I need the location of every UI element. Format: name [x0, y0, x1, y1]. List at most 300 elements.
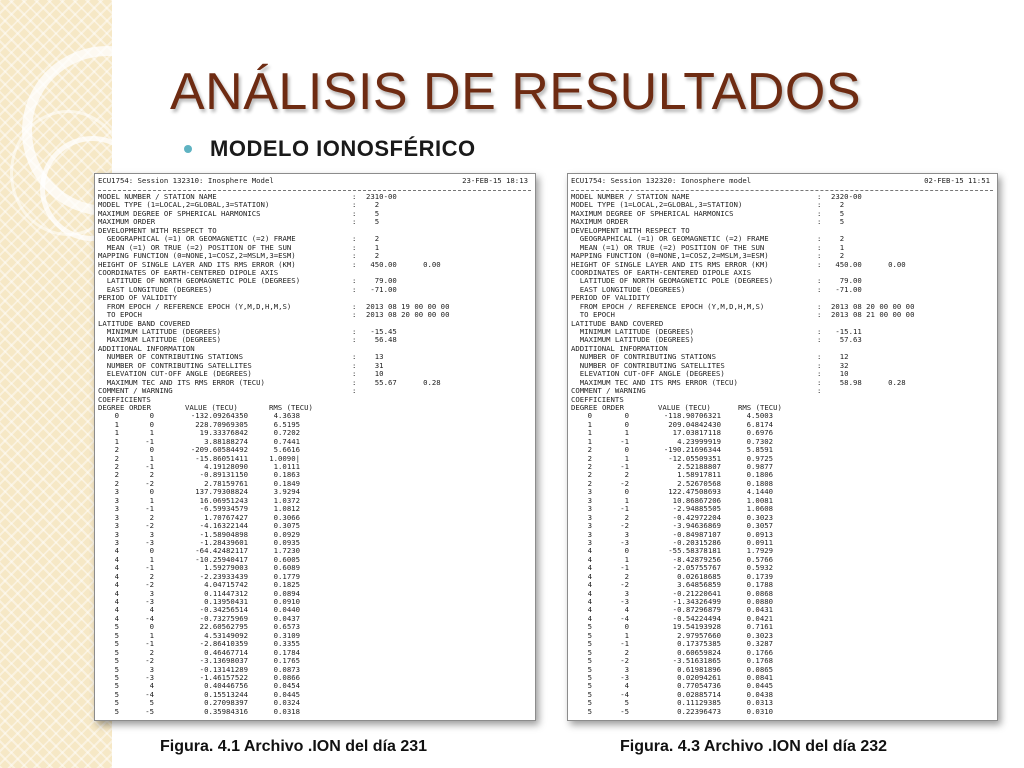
- coef-rms: 0.0313: [746, 698, 773, 708]
- coef-degree: 4: [114, 605, 119, 615]
- field-separator: :: [352, 208, 357, 218]
- coef-order: -1: [145, 504, 154, 514]
- field-label: PERIOD OF VALIDITY: [98, 294, 178, 303]
- coef-degree: 4: [587, 554, 592, 564]
- coef-degree: 3: [114, 504, 119, 514]
- coef-rms: 3.9294: [273, 487, 300, 497]
- coef-order: 0: [624, 487, 629, 497]
- coef-rms: 0.1779: [273, 571, 300, 581]
- coef-value: 0.11447312: [204, 588, 248, 598]
- coef-degree: 3: [114, 495, 119, 505]
- field-label: LATITUDE OF NORTH GEOMAGNETIC POLE (DEGREES): [571, 277, 774, 286]
- coefficient-row: [571, 640, 994, 648]
- field-value: 56.48: [366, 335, 397, 345]
- header-field-row: [571, 345, 994, 353]
- coef-rms: 0.3287: [746, 639, 773, 649]
- coef-order: 0: [149, 445, 154, 455]
- coefficients-header: [98, 404, 532, 412]
- field-label: MEAN (=1) OR TRUE (=2) POSITION OF THE SUN: [571, 243, 765, 252]
- coef-rms: 1.0608: [746, 504, 773, 514]
- coef-value: 0.02618685: [677, 571, 721, 581]
- coef-value: 3.88188274: [204, 436, 248, 446]
- slide-subtitle: MODELO IONOSFÉRICO: [210, 136, 476, 161]
- field-value: 1: [831, 242, 845, 252]
- coef-value: 0.40446756: [204, 681, 248, 691]
- bullet-icon: [184, 145, 192, 153]
- coef-degree: 1: [587, 419, 592, 429]
- coef-degree: 5: [114, 639, 119, 649]
- coefficients-column-header: DEGREE: [571, 402, 598, 412]
- coefficient-row: [571, 497, 994, 505]
- coef-order: 0: [624, 419, 629, 429]
- coefficient-row: [98, 455, 532, 463]
- field-label: MODEL TYPE (1=LOCAL,2=GLOBAL,3=STATION): [571, 201, 743, 210]
- coefficient-row: [98, 547, 532, 555]
- coef-degree: 2: [587, 445, 592, 455]
- coef-rms: 0.7441: [273, 436, 300, 446]
- coef-order: -2: [620, 580, 629, 590]
- coef-rms: 0.0911: [746, 537, 773, 547]
- coef-rms: 0.0866: [273, 672, 300, 682]
- coef-order: -1: [145, 563, 154, 573]
- coef-value: 0.35984316: [204, 706, 248, 716]
- field-value: 450.00 0.00: [366, 259, 441, 269]
- field-label: NUMBER OF CONTRIBUTING STATIONS: [571, 353, 716, 362]
- coef-rms: 0.0421: [746, 613, 773, 623]
- ion-file-panel-day-231: [94, 173, 536, 721]
- coef-degree: 3: [587, 487, 592, 497]
- coef-value: 16.06951243: [199, 495, 248, 505]
- coef-rms: 0.0880: [746, 597, 773, 607]
- coef-order: -4: [145, 689, 154, 699]
- coef-degree: 4: [587, 571, 592, 581]
- coef-value: -118.90706321: [663, 411, 721, 421]
- coefficient-row: [98, 682, 532, 690]
- field-label: ADDITIONAL INFORMATION: [98, 344, 195, 353]
- coefficient-row: [98, 564, 532, 572]
- coef-order: 1: [624, 495, 629, 505]
- coefficient-row: [98, 573, 532, 581]
- coef-degree: 3: [114, 521, 119, 531]
- coefficients-column-header: ORDER: [129, 402, 151, 412]
- coef-rms: 0.0310: [746, 706, 773, 716]
- field-label: MAXIMUM DEGREE OF SPHERICAL HARMONICS: [98, 209, 261, 218]
- coef-rms: 1.0090|: [269, 453, 300, 463]
- field-label: DEVELOPMENT WITH RESPECT TO: [98, 226, 217, 235]
- coef-order: -3: [620, 597, 629, 607]
- header-field-row: [98, 201, 532, 209]
- field-value: -15.11: [831, 327, 862, 336]
- field-separator: :: [817, 242, 822, 252]
- coef-rms: 6.8174: [746, 419, 773, 429]
- field-value: 5: [831, 208, 845, 218]
- header-field-row: [98, 303, 532, 311]
- coef-order: 0: [624, 445, 629, 455]
- coef-degree: 4: [587, 613, 592, 623]
- header-field-row: [571, 269, 994, 277]
- coefficient-row: [571, 666, 994, 674]
- coef-rms: 1.0812: [273, 504, 300, 514]
- coefficient-row: [98, 531, 532, 539]
- header-field-row: [571, 320, 994, 328]
- coef-value: 0.27098397: [204, 698, 248, 708]
- field-separator: :: [352, 386, 357, 396]
- header-field-row: [571, 277, 994, 285]
- coef-degree: 4: [114, 546, 119, 556]
- coef-rms: 0.0445: [746, 681, 773, 691]
- coef-rms: 5.6616: [273, 445, 300, 455]
- coefficient-row: [98, 581, 532, 589]
- field-separator: :: [352, 192, 357, 201]
- coefficient-row: [98, 429, 532, 437]
- coef-degree: 3: [114, 512, 119, 522]
- coef-value: -1.46157522: [199, 672, 248, 682]
- header-field-row: [98, 353, 532, 361]
- coefficient-row: [571, 480, 994, 488]
- coef-degree: 1: [114, 419, 119, 429]
- coef-rms: 0.0865: [746, 664, 773, 674]
- coefficient-row: [98, 505, 532, 513]
- coefficient-row: [571, 556, 994, 564]
- coef-value: 2.78159761: [204, 478, 248, 488]
- coefficient-row: [98, 640, 532, 648]
- field-value: 2: [366, 200, 380, 210]
- field-separator: :: [352, 369, 357, 379]
- coef-rms: 0.0894: [273, 588, 300, 598]
- field-label: ADDITIONAL INFORMATION: [571, 344, 668, 353]
- coef-order: 0: [624, 546, 629, 556]
- coefficient-row: [571, 573, 994, 581]
- coef-order: -5: [145, 706, 154, 716]
- coef-rms: 0.9725: [746, 453, 773, 463]
- subtitle-bullet-row: [184, 136, 476, 162]
- coef-rms: 0.0318: [273, 706, 300, 716]
- field-label: MODEL NUMBER / STATION NAME: [571, 193, 690, 201]
- coef-order: 0: [624, 411, 629, 421]
- coef-value: 0.13950431: [204, 597, 248, 607]
- coef-value: -8.42879256: [672, 554, 721, 564]
- coef-order: 2: [624, 571, 629, 581]
- coefficient-row: [98, 438, 532, 446]
- coef-value: -3.51631865: [672, 656, 721, 666]
- coef-degree: 2: [587, 462, 592, 472]
- coef-degree: 5: [114, 672, 119, 682]
- coef-rms: 0.0431: [746, 605, 773, 615]
- coef-degree: 4: [114, 554, 119, 564]
- coef-order: -1: [620, 563, 629, 573]
- coef-rms: 0.7202: [273, 428, 300, 438]
- field-label: MEAN (=1) OR TRUE (=2) POSITION OF THE SUN: [98, 243, 292, 252]
- header-field-row: [98, 379, 532, 387]
- field-separator: :: [352, 251, 357, 261]
- coef-degree: 4: [114, 563, 119, 573]
- coef-value: 1.70767427: [204, 512, 248, 522]
- coefficient-row: [98, 463, 532, 471]
- header-field-row: [98, 252, 532, 260]
- coef-value: -15.86051411: [195, 453, 248, 463]
- coef-value: -10.25940417: [195, 554, 248, 564]
- coef-degree: 3: [114, 529, 119, 539]
- field-value: 12: [831, 352, 849, 362]
- coef-rms: 0.1765: [273, 656, 300, 666]
- coef-order: 3: [149, 588, 154, 598]
- coef-value: -132.09264350: [190, 411, 248, 421]
- field-separator: :: [352, 335, 357, 345]
- coefficient-row: [571, 429, 994, 437]
- coefficient-row: [571, 564, 994, 572]
- coef-order: -1: [145, 462, 154, 472]
- field-label: MODEL TYPE (1=LOCAL,2=GLOBAL,3=STATION): [98, 201, 270, 210]
- coef-order: 1: [624, 453, 629, 463]
- header-field-row: [571, 286, 994, 294]
- coef-rms: 0.1768: [746, 656, 773, 666]
- coefficients-column-header: ORDER: [602, 402, 624, 412]
- coef-value: -0.20315286: [672, 537, 721, 547]
- coefficient-row: [571, 581, 994, 589]
- coef-degree: 4: [587, 546, 592, 556]
- coef-order: 1: [624, 554, 629, 564]
- coef-degree: 3: [587, 512, 592, 522]
- field-label: GEOGRAPHICAL (=1) OR GEOMAGNETIC (=2) FRAME: [571, 235, 769, 244]
- field-label: MINIMUM LATITUDE (DEGREES): [98, 328, 222, 336]
- field-separator: :: [817, 377, 822, 387]
- coefficient-row: [571, 590, 994, 598]
- coefficient-row: [571, 623, 994, 631]
- field-separator: :: [817, 310, 822, 320]
- coef-value: 4.04715742: [204, 580, 248, 590]
- coef-rms: 0.0935: [273, 537, 300, 547]
- coefficient-row: [571, 463, 994, 471]
- coef-rms: 0.1825: [273, 580, 300, 590]
- field-label: NUMBER OF CONTRIBUTING STATIONS: [98, 353, 243, 362]
- coef-order: -3: [145, 672, 154, 682]
- coef-degree: 5: [587, 664, 592, 674]
- header-field-row: [571, 396, 994, 404]
- field-value: 10: [366, 369, 384, 379]
- coef-value: 0.11129385: [677, 698, 721, 708]
- coef-rms: 0.5932: [746, 563, 773, 573]
- panel-header-timestamp: 02-FEB-15 11:51: [924, 176, 990, 185]
- coef-rms: 5.8591: [746, 445, 773, 455]
- coef-rms: 1.0111: [273, 462, 300, 472]
- coef-rms: 0.1849: [273, 478, 300, 488]
- field-value: 79.00: [831, 276, 862, 286]
- coef-degree: 5: [114, 681, 119, 691]
- field-label: COMMENT / WARNING: [98, 387, 173, 396]
- coef-rms: 0.1806: [746, 470, 773, 480]
- coef-degree: 5: [114, 630, 119, 640]
- field-separator: :: [817, 208, 822, 218]
- coef-value: 17.03817118: [672, 428, 721, 438]
- coefficient-row: [98, 615, 532, 623]
- field-separator: :: [817, 251, 822, 261]
- coef-degree: 4: [587, 563, 592, 573]
- header-field-row: [571, 261, 994, 269]
- coef-value: -55.58378181: [668, 546, 721, 556]
- coef-degree: 2: [114, 478, 119, 488]
- coef-value: 2.52670568: [677, 478, 721, 488]
- coef-rms: 0.6089: [273, 563, 300, 573]
- coefficient-row: [571, 438, 994, 446]
- coefficient-row: [98, 606, 532, 614]
- field-separator: :: [817, 200, 822, 210]
- header-field-row: [98, 370, 532, 378]
- header-field-row: [98, 227, 532, 235]
- field-value: 450.00 0.00: [831, 259, 906, 269]
- header-field-row: [571, 252, 994, 260]
- field-separator: :: [817, 217, 822, 227]
- coefficient-row: [98, 674, 532, 682]
- coef-order: -4: [620, 613, 629, 623]
- field-label: MODEL NUMBER / STATION NAME: [98, 193, 217, 201]
- coef-degree: 2: [587, 453, 592, 463]
- field-value: 2013 08 21 00 00 00: [831, 310, 915, 320]
- coef-order: 0: [149, 487, 154, 497]
- field-label: COORDINATES OF EARTH-CENTERED DIPOLE AXIS: [571, 268, 752, 277]
- field-label: COMMENT / WARNING: [571, 387, 646, 396]
- coef-order: 4: [624, 681, 629, 691]
- field-value: 55.67 0.28: [366, 377, 441, 387]
- coef-rms: 0.9877: [746, 462, 773, 472]
- header-field-row: [571, 235, 994, 243]
- field-label: TO EPOCH: [571, 311, 615, 320]
- coef-value: 4.23999919: [677, 436, 721, 446]
- coef-rms: 0.0324: [273, 698, 300, 708]
- coef-order: 1: [149, 630, 154, 640]
- coef-rms: 0.0841: [746, 672, 773, 682]
- coef-value: 10.86867206: [672, 495, 721, 505]
- field-value: 2: [831, 251, 845, 261]
- coef-value: 209.04842430: [668, 419, 721, 429]
- field-value: 57.63: [831, 335, 862, 345]
- coef-value: -0.42972204: [672, 512, 721, 522]
- coef-value: 0.02094261: [677, 672, 721, 682]
- coef-degree: 5: [587, 622, 592, 632]
- coef-degree: 5: [114, 706, 119, 716]
- coefficient-row: [571, 522, 994, 530]
- header-field-row: [98, 336, 532, 344]
- field-value: -71.00: [366, 284, 397, 294]
- field-separator: :: [817, 301, 822, 311]
- coef-rms: 0.0929: [273, 529, 300, 539]
- coef-rms: 6.5195: [273, 419, 300, 429]
- field-value: 58.98 0.28: [831, 377, 906, 387]
- panel-body: [95, 193, 535, 716]
- coef-order: 2: [624, 470, 629, 480]
- field-label: TO EPOCH: [98, 311, 142, 320]
- field-separator: :: [352, 377, 357, 387]
- coef-rms: 0.0868: [746, 588, 773, 598]
- field-value: 2: [366, 234, 380, 244]
- coef-value: 0.17375385: [677, 639, 721, 649]
- field-value: 2: [366, 251, 380, 261]
- coef-value: 0.02885714: [677, 689, 721, 699]
- coef-value: 0.22396473: [677, 706, 721, 716]
- coefficient-row: [571, 598, 994, 606]
- field-value: 2013 08 20 00 00 00: [366, 310, 450, 320]
- coef-value: 3.64856859: [677, 580, 721, 590]
- coef-degree: 4: [114, 571, 119, 581]
- coef-value: -2.23933439: [199, 571, 248, 581]
- coef-value: 4.53149092: [204, 630, 248, 640]
- panel-header-title: ECU1754: Session 132310: Inosphere Model: [98, 176, 274, 185]
- field-label: HEIGHT OF SINGLE LAYER AND ITS RMS ERROR (KM): [571, 260, 769, 269]
- coef-rms: 0.6005: [273, 554, 300, 564]
- coef-order: 2: [149, 512, 154, 522]
- coef-order: -1: [620, 639, 629, 649]
- coef-degree: 5: [114, 656, 119, 666]
- coef-degree: 5: [587, 706, 592, 716]
- coefficient-row: [571, 421, 994, 429]
- coef-degree: 2: [587, 470, 592, 480]
- coef-value: 0.77054736: [677, 681, 721, 691]
- coef-order: -3: [145, 597, 154, 607]
- field-label: MAPPING FUNCTION (0=NONE,1=COSZ,2=MSLM,3=ESM): [98, 252, 296, 261]
- field-separator: :: [352, 310, 357, 320]
- coef-rms: 1.0372: [273, 495, 300, 505]
- field-label: FROM EPOCH / REFERENCE EPOCH (Y,M,D,H,M,S): [98, 302, 292, 311]
- coefficient-row: [571, 505, 994, 513]
- coef-degree: 5: [587, 630, 592, 640]
- field-value: 10: [831, 369, 849, 379]
- coef-value: 19.33376842: [199, 428, 248, 438]
- header-field-row: [571, 328, 994, 336]
- coefficient-row: [571, 531, 994, 539]
- coef-order: 1: [624, 630, 629, 640]
- coef-rms: 1.7230: [273, 546, 300, 556]
- header-field-row: [571, 370, 994, 378]
- field-label: MAXIMUM ORDER: [98, 218, 156, 227]
- coef-order: -3: [145, 537, 154, 547]
- coef-rms: 0.3023: [746, 512, 773, 522]
- coef-rms: 4.3638: [273, 411, 300, 421]
- coef-order: -2: [620, 478, 629, 488]
- header-field-row: [98, 261, 532, 269]
- figure-caption-2: Figura. 4.3 Archivo .ION del día 232: [620, 738, 888, 755]
- panel-header: [95, 174, 535, 187]
- header-field-row: [571, 244, 994, 252]
- field-separator: :: [817, 234, 822, 244]
- field-value: 79.00: [366, 276, 397, 286]
- field-separator: :: [352, 284, 357, 294]
- coefficients-column-header: VALUE (TECU): [185, 402, 238, 412]
- coef-rms: 0.3066: [273, 512, 300, 522]
- coef-degree: 5: [587, 647, 592, 657]
- ion-file-panel-day-232: [567, 173, 998, 721]
- coef-order: 2: [149, 571, 154, 581]
- field-value: 2013 08 20 00 00 00: [831, 301, 915, 311]
- coef-value: -4.16322144: [199, 521, 248, 531]
- figure-caption-1: Figura. 4.1 Archivo .ION del día 231: [160, 738, 428, 755]
- coef-value: -3.94636869: [672, 521, 721, 531]
- field-label: MAXIMUM DEGREE OF SPHERICAL HARMONICS: [571, 209, 734, 218]
- field-separator: :: [817, 352, 822, 362]
- field-value: 2320-00: [831, 192, 862, 201]
- field-label: MINIMUM LATITUDE (DEGREES): [571, 328, 695, 336]
- field-label: EAST LONGITUDE (DEGREES): [98, 285, 213, 294]
- header-field-row: [98, 218, 532, 226]
- coef-degree: 3: [114, 487, 119, 497]
- coef-rms: 0.1863: [273, 470, 300, 480]
- panel-header-timestamp: 23-FEB-15 18:13: [462, 176, 528, 185]
- header-field-row: [98, 286, 532, 294]
- header-field-row: [98, 311, 532, 319]
- field-value: 31: [366, 360, 384, 370]
- coef-rms: 0.1808: [746, 478, 773, 488]
- field-separator: :: [352, 276, 357, 286]
- field-separator: :: [352, 200, 357, 210]
- header-field-row: [571, 227, 994, 235]
